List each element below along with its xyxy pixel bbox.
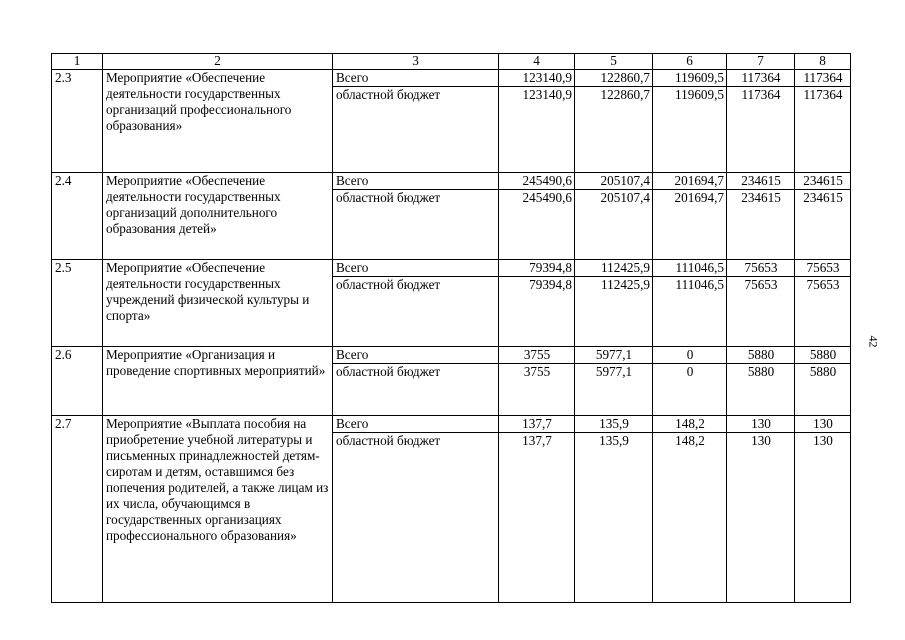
value-cell: 234615	[795, 173, 851, 190]
value-cell: 122860,7	[575, 87, 653, 173]
value-cell: 122860,7	[575, 70, 653, 87]
header-cell: 2	[103, 54, 333, 70]
row-name: Мероприятие «Обеспечение деятельности государственных организаций дополнительного образования детей»	[103, 173, 333, 260]
value-cell: 117364	[727, 70, 795, 87]
row-name: Мероприятие «Обеспечение деятельности государственных учреждений физической культуры и спорта»	[103, 260, 333, 347]
source-label: Всего	[333, 416, 499, 433]
row-name: Мероприятие «Организация и проведение спортивных мероприятий»	[103, 347, 333, 416]
row-code: 2.3	[52, 70, 103, 173]
value-cell: 5977,1	[575, 347, 653, 364]
value-cell: 135,9	[575, 433, 653, 603]
value-cell: 123140,9	[499, 87, 575, 173]
table-row	[52, 260, 851, 277]
value-cell: 234615	[727, 190, 795, 260]
row-code: 2.4	[52, 173, 103, 260]
value-cell: 137,7	[499, 416, 575, 433]
value-cell: 0	[653, 347, 727, 364]
source-label: областной бюджет	[333, 87, 499, 173]
page-number: 42	[866, 335, 881, 348]
value-cell: 119609,5	[653, 87, 727, 173]
value-cell: 130	[727, 433, 795, 603]
value-cell: 79394,8	[499, 277, 575, 347]
value-cell: 117364	[727, 87, 795, 173]
source-label: Всего	[333, 70, 499, 87]
value-cell: 5880	[727, 364, 795, 416]
value-cell: 137,7	[499, 433, 575, 603]
header-cell: 7	[727, 54, 795, 70]
source-label: Всего	[333, 347, 499, 364]
value-cell: 201694,7	[653, 173, 727, 190]
header-cell: 6	[653, 54, 727, 70]
header-cell: 3	[333, 54, 499, 70]
value-cell: 0	[653, 364, 727, 416]
value-cell: 205107,4	[575, 190, 653, 260]
table-row	[52, 416, 851, 433]
value-cell: 234615	[795, 190, 851, 260]
source-label: областной бюджет	[333, 277, 499, 347]
header-cell: 4	[499, 54, 575, 70]
source-label: Всего	[333, 173, 499, 190]
value-cell: 148,2	[653, 433, 727, 603]
value-cell: 117364	[795, 87, 851, 173]
row-code: 2.5	[52, 260, 103, 347]
value-cell: 135,9	[575, 416, 653, 433]
budget-table	[51, 53, 851, 603]
header-cell: 8	[795, 54, 851, 70]
value-cell: 130	[795, 416, 851, 433]
value-cell: 5880	[727, 347, 795, 364]
value-cell: 112425,9	[575, 277, 653, 347]
value-cell: 3755	[499, 364, 575, 416]
value-cell: 5977,1	[575, 364, 653, 416]
table-row	[52, 70, 851, 87]
table-row	[52, 173, 851, 190]
value-cell: 75653	[727, 260, 795, 277]
value-cell: 201694,7	[653, 190, 727, 260]
row-name: Мероприятие «Обеспечение деятельности государственных организаций профессионального образования»	[103, 70, 333, 173]
value-cell: 5880	[795, 347, 851, 364]
source-label: областной бюджет	[333, 364, 499, 416]
header-cell: 5	[575, 54, 653, 70]
value-cell: 75653	[795, 277, 851, 347]
value-cell: 234615	[727, 173, 795, 190]
source-label: областной бюджет	[333, 190, 499, 260]
row-name: Мероприятие «Выплата пособия на приобретение учебной литературы и письменных принадлежностей детям-сиротам и детям, оставшимся без попечения родителей, а также лицам из их числа, обучающимся в государственных организациях профессионального образования»	[103, 416, 333, 603]
header-cell: 1	[52, 54, 103, 70]
value-cell: 123140,9	[499, 70, 575, 87]
value-cell: 3755	[499, 347, 575, 364]
value-cell: 205107,4	[575, 173, 653, 190]
source-label: областной бюджет	[333, 433, 499, 603]
value-cell: 119609,5	[653, 70, 727, 87]
row-code: 2.7	[52, 416, 103, 603]
value-cell: 130	[727, 416, 795, 433]
value-cell: 245490,6	[499, 173, 575, 190]
value-cell: 5880	[795, 364, 851, 416]
value-cell: 79394,8	[499, 260, 575, 277]
header-row	[52, 54, 851, 70]
value-cell: 75653	[727, 277, 795, 347]
value-cell: 111046,5	[653, 260, 727, 277]
value-cell: 130	[795, 433, 851, 603]
value-cell: 75653	[795, 260, 851, 277]
value-cell: 245490,6	[499, 190, 575, 260]
value-cell: 112425,9	[575, 260, 653, 277]
value-cell: 117364	[795, 70, 851, 87]
source-label: Всего	[333, 260, 499, 277]
row-code: 2.6	[52, 347, 103, 416]
table-row	[52, 347, 851, 364]
value-cell: 148,2	[653, 416, 727, 433]
value-cell: 111046,5	[653, 277, 727, 347]
